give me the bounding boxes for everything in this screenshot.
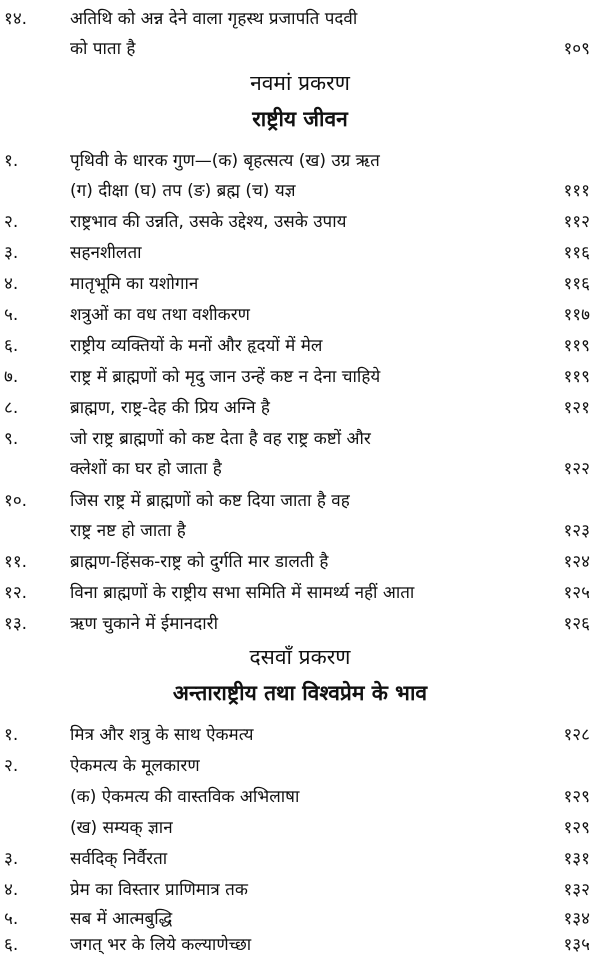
entry-number: १३.	[4, 614, 28, 634]
entry-text: मित्र और शत्रु के साथ ऐकमत्य	[70, 725, 254, 745]
entry-text: राष्ट्रीय व्यक्तियों के मनों और हृदयों में मेल	[70, 336, 323, 356]
toc-entry	[0, 362, 600, 392]
entry-number: ३.	[4, 243, 19, 263]
entry-page: १३१	[563, 849, 590, 869]
entry-number: ९.	[4, 429, 19, 449]
entry-text: प्रेम का विस्तार प्राणिमात्र तक	[70, 880, 248, 900]
entry-page: १२८	[563, 725, 590, 745]
entry-text: मातृभूमि का यशोगान	[70, 274, 199, 294]
entry-number: १०.	[4, 491, 28, 511]
entry-number: १४.	[4, 9, 28, 29]
entry-page: १२१	[563, 398, 590, 418]
toc-entry	[0, 331, 600, 361]
entry-text: ऋण चुकाने में ईमानदारी	[70, 614, 218, 634]
toc-entry	[0, 547, 600, 577]
toc-entry	[0, 486, 600, 516]
toc-entry	[0, 609, 600, 639]
entry-number: १.	[4, 151, 19, 171]
entry-page: ११९	[563, 336, 590, 356]
entry-page: १२३	[563, 521, 590, 541]
entry-number: २.	[4, 756, 19, 776]
chapter-heading: नवमां प्रकरण	[250, 71, 350, 95]
chapter-heading: दसवाँ प्रकरण	[249, 645, 351, 669]
entry-number: ७.	[4, 367, 19, 387]
entry-number: ६.	[4, 935, 19, 955]
toc-entry	[0, 424, 600, 454]
toc-entry	[0, 578, 600, 608]
entry-page: १२९	[563, 818, 590, 838]
entry-page: १२९	[563, 787, 590, 807]
entry-number: ८.	[4, 398, 19, 418]
entry-page: १३५	[563, 935, 590, 955]
chapter-title: राष्ट्रीय जीवन	[252, 107, 348, 131]
toc-entry-continuation	[0, 516, 600, 546]
entry-number: १.	[4, 725, 19, 745]
entry-text: ऐकमत्य के मूलकारण	[70, 756, 200, 776]
toc-entry	[0, 751, 600, 781]
toc-entry	[0, 269, 600, 299]
entry-number: ११.	[4, 552, 28, 572]
entry-text: अतिथि को अन्न देने वाला गृहस्थ प्रजापति पदवी	[70, 9, 358, 29]
entry-page: ११९	[563, 367, 590, 387]
entry-number: ५.	[4, 909, 19, 929]
entry-number: २.	[4, 212, 19, 232]
entry-text: (ग) दीक्षा (घ) तप (ङ) ब्रह्म (च) यज्ञ	[70, 181, 296, 201]
entry-page: १०९	[563, 39, 590, 59]
entry-number: ६.	[4, 336, 19, 356]
entry-page: १३४	[563, 909, 590, 929]
entry-page: १११	[563, 181, 590, 201]
entry-text: राष्ट्र नष्ट हो जाता है	[70, 521, 186, 541]
entry-page: ११६	[563, 274, 590, 294]
toc-entry	[0, 930, 600, 960]
toc-subentry	[0, 813, 600, 843]
entry-text: (क) ऐकमत्य की वास्तविक अभिलाषा	[70, 787, 300, 807]
entry-number: ५.	[4, 305, 19, 325]
toc-entry-continuation	[0, 34, 600, 64]
entry-text: सब में आत्मबुद्धि	[70, 909, 173, 929]
entry-page: १२६	[563, 614, 590, 634]
toc-entry	[0, 146, 600, 176]
entry-number: ४.	[4, 274, 19, 294]
entry-text: शत्रुओं का वध तथा वशीकरण	[70, 305, 250, 325]
toc-entry	[0, 238, 600, 268]
entry-number: ३.	[4, 849, 19, 869]
entry-page: ११६	[563, 243, 590, 263]
entry-page: १२४	[563, 552, 590, 572]
entry-text: राष्ट्रभाव की उन्नति, उसके उद्देश्य, उसके उपाय	[70, 212, 347, 232]
toc-entry-continuation	[0, 176, 600, 206]
entry-text: विना ब्राह्मणों के राष्ट्रीय सभा समिति में सामर्थ्य नहीं आता	[70, 583, 415, 603]
entry-text: सहनशीलता	[70, 243, 142, 263]
entry-number: १२.	[4, 583, 28, 603]
entry-text: क्लेशों का घर हो जाता है	[70, 459, 222, 479]
toc-entry	[0, 720, 600, 750]
toc-entry	[0, 844, 600, 874]
toc-entry	[0, 207, 600, 237]
entry-text: जगत् भर के लिये कल्याणेच्छा	[70, 935, 252, 955]
toc-entry	[0, 393, 600, 423]
entry-text: ब्राह्मण-हिंसक-राष्ट्र को दुर्गति मार डालती है	[70, 552, 329, 572]
entry-text: जो राष्ट्र ब्राह्मणों को कष्ट देता है वह राष्ट्र कष्टों और	[70, 429, 371, 449]
toc-entry	[0, 4, 600, 34]
toc-subentry	[0, 782, 600, 812]
entry-text: राष्ट्र में ब्राह्मणों को मृदु जान उन्हें कष्ट न देना चाहिये	[70, 367, 381, 387]
chapter-title: अन्ताराष्ट्रीय तथा विश्वप्रेम के भाव	[172, 681, 428, 705]
entry-text: सर्वदिक् निर्वैरता	[70, 849, 168, 869]
toc-entry	[0, 875, 600, 905]
entry-page: १३२	[563, 880, 590, 900]
entry-page: १२२	[563, 459, 590, 479]
entry-page: १२५	[563, 583, 590, 603]
entry-text: ब्राह्मण, राष्ट्र-देह की प्रिय अग्नि है	[70, 398, 270, 418]
entry-text: पृथिवी के धारक गुण—(क) बृहत्सत्य (ख) उग्र ऋत	[70, 151, 380, 171]
toc-entry	[0, 300, 600, 330]
entry-text: (ख) सम्यक् ज्ञान	[70, 818, 173, 838]
entry-text: को पाता है	[70, 39, 136, 59]
entry-number: ४.	[4, 880, 19, 900]
toc-entry-continuation	[0, 454, 600, 484]
entry-text: जिस राष्ट्र में ब्राह्मणों को कष्ट दिया जाता है वह	[70, 491, 350, 511]
entry-page: ११२	[563, 212, 590, 232]
entry-page: ११७	[563, 305, 590, 325]
